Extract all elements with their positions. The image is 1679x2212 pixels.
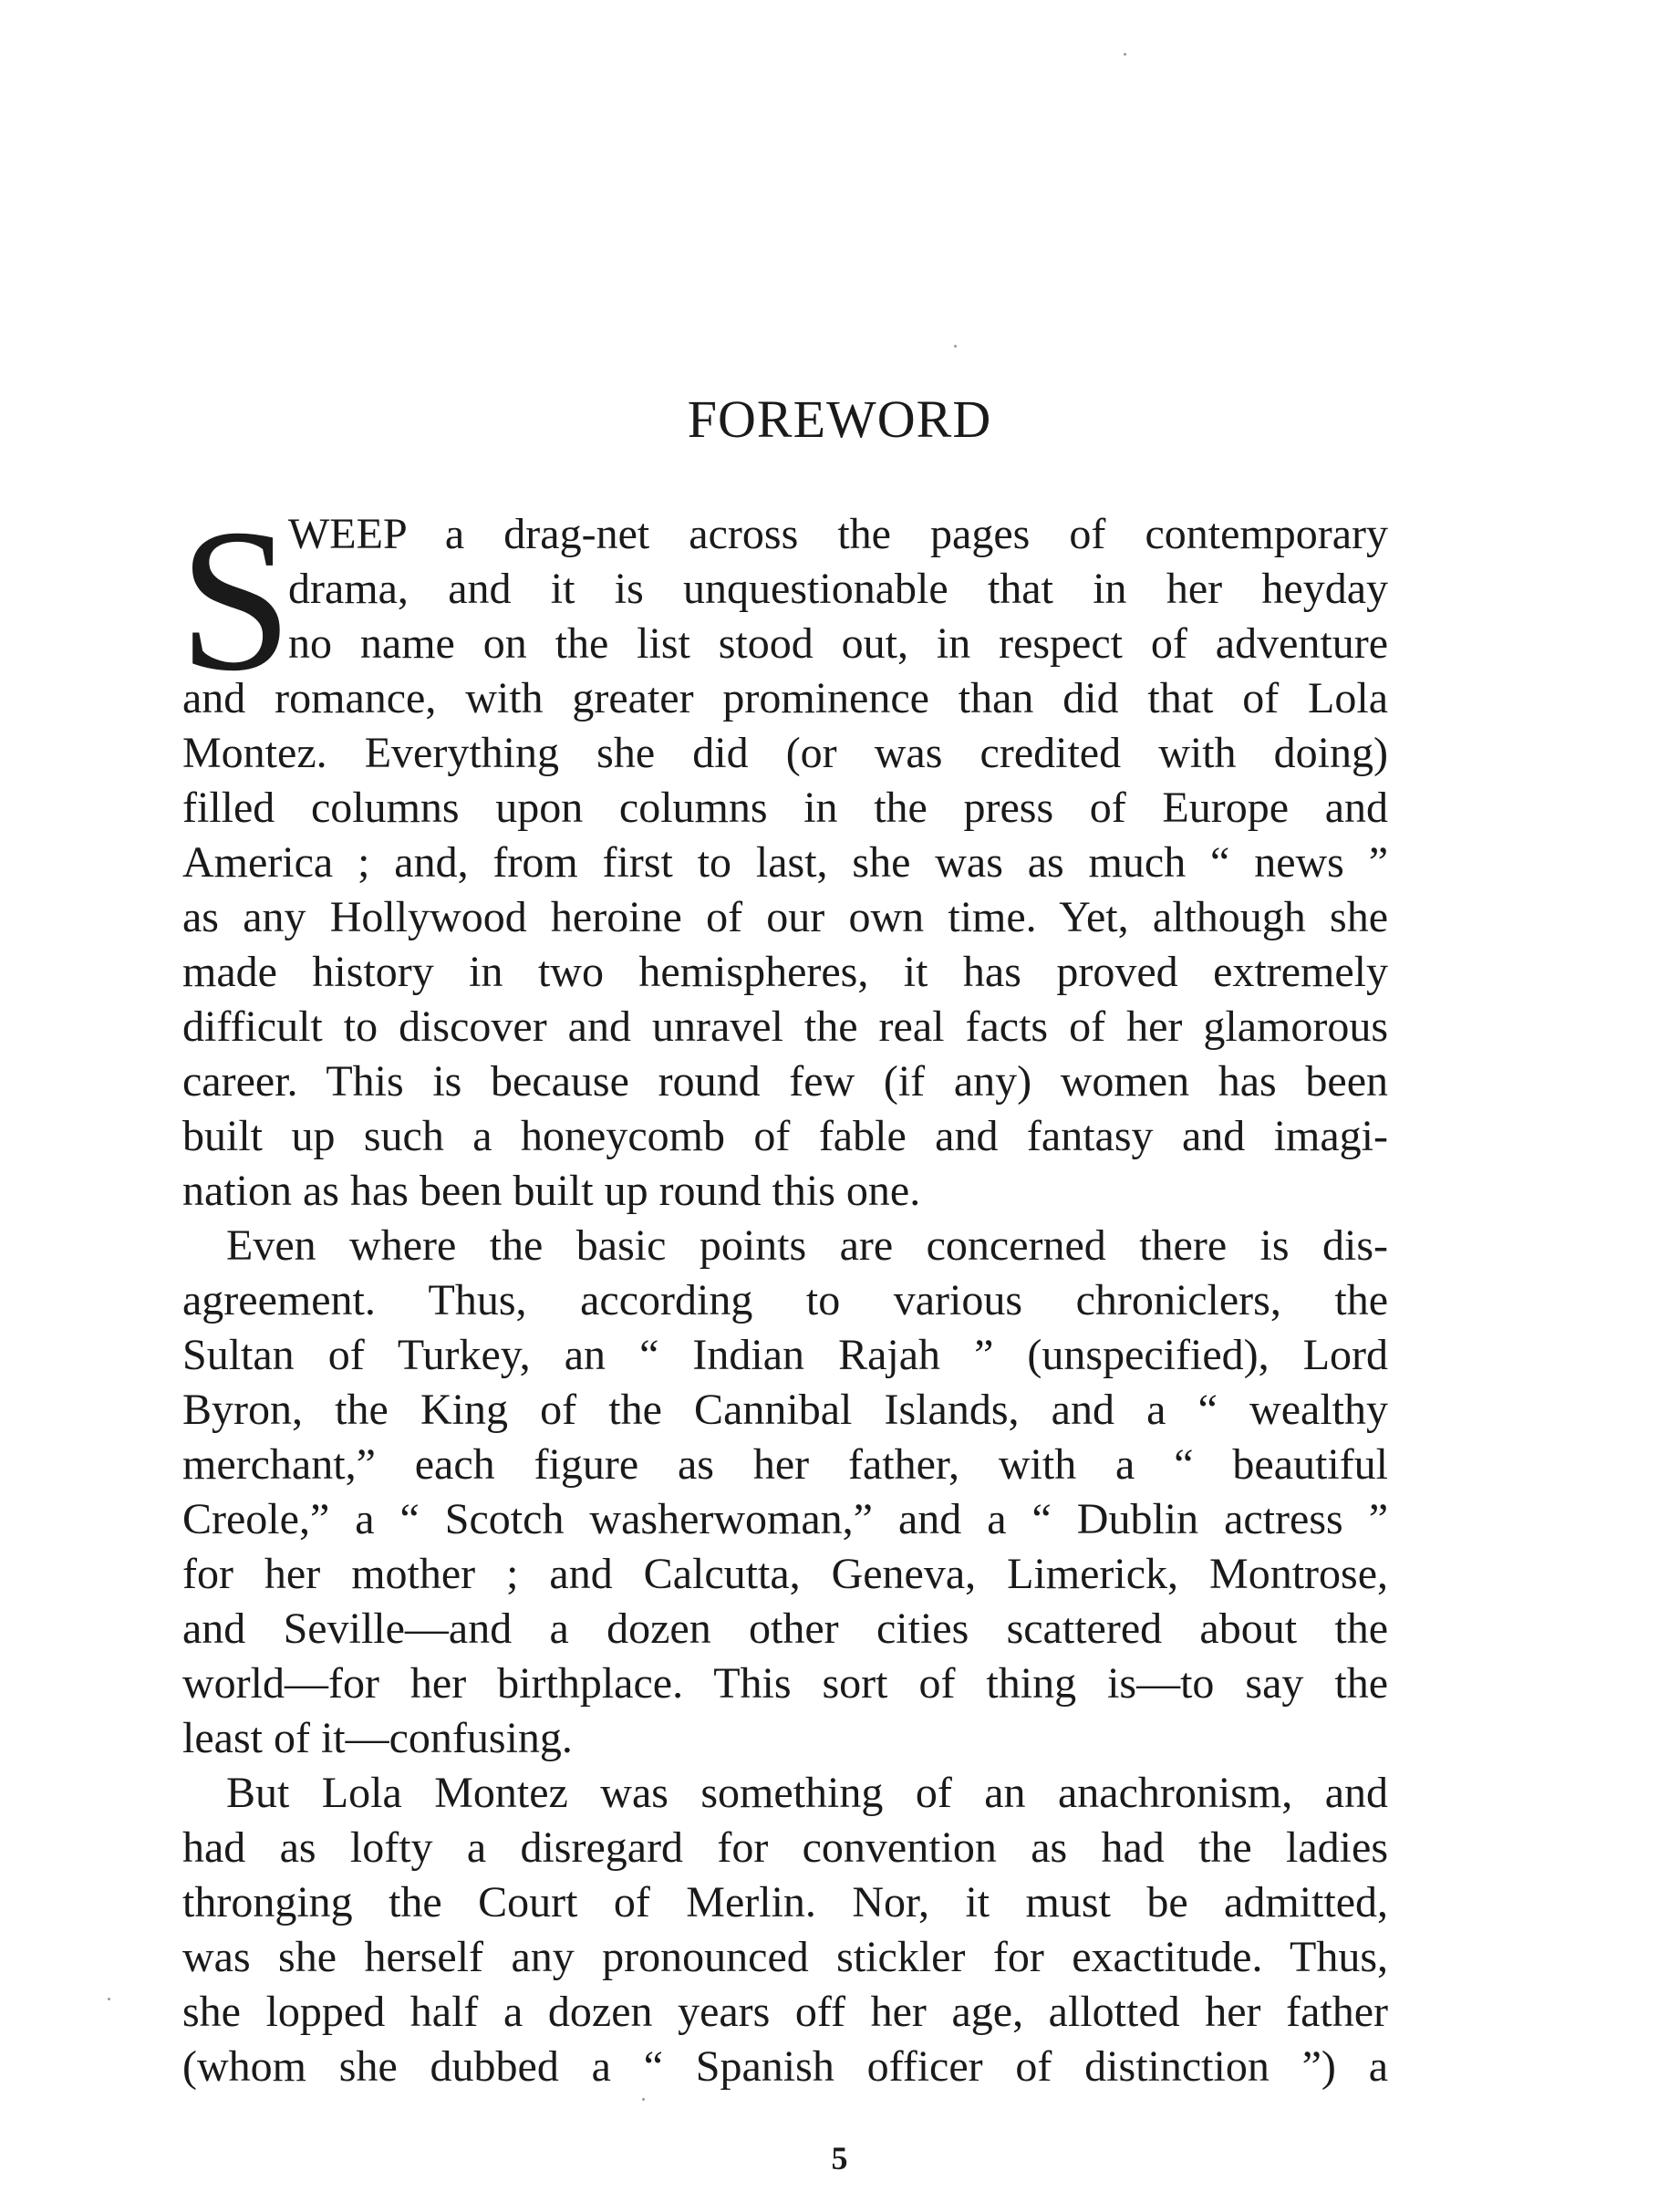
text-line: and Seville—and a dozen other cities scattered about the [182, 1604, 1388, 1653]
text-line: world—for her birthplace. This sort of thing is—to say the [182, 1659, 1388, 1708]
text-line: drama, and it is unquestionable that in her heyday [288, 565, 1388, 613]
drop-cap: S [179, 498, 293, 677]
paper-speck [108, 1998, 110, 2000]
text-line: (whom she dubbed a “ Spanish officer of distinction ”) a [182, 2042, 1388, 2091]
text-line: and romance, with greater prominence than did that of Lola [182, 674, 1388, 722]
text-line: Even where the basic points are concerned there is dis- [226, 1221, 1388, 1270]
text-line: had as lofty a disregard for convention as had the ladies [182, 1823, 1388, 1872]
text-line: WEEP a drag-net across the pages of contemporary [288, 510, 1388, 558]
chapter-title: FOREWORD [687, 389, 992, 449]
paper-speck [642, 2098, 645, 2101]
paper-speck [954, 345, 957, 348]
text-line: difficult to discover and unravel the real facts of her glamorous [182, 1002, 1388, 1051]
text-line: she lopped half a dozen years off her age, allotted her father [182, 1988, 1388, 2036]
text-line: for her mother ; and Calcutta, Geneva, Limerick, Montrose, [182, 1550, 1388, 1598]
paper-speck [1124, 53, 1126, 56]
text-line: made history in two hemispheres, it has proved extremely [182, 948, 1388, 996]
text-line: nation as has been built up round this one. [182, 1167, 921, 1215]
text-line: Montez. Everything she did (or was credited with doing) [182, 729, 1388, 777]
text-line: as any Hollywood heroine of our own time. Yet, although she [182, 893, 1388, 941]
text-line: career. This is because round few (if any) women has been [182, 1057, 1388, 1106]
text-line: merchant,” each figure as her father, with a “ beautiful [182, 1440, 1388, 1489]
text-line: Sultan of Turkey, an “ Indian Rajah ” (unspecified), Lord [182, 1331, 1388, 1379]
text-line: agreement. Thus, according to various chroniclers, the [182, 1276, 1388, 1324]
text-line: Byron, the King of the Cannibal Islands, and a “ wealthy [182, 1386, 1388, 1434]
text-line: But Lola Montez was something of an anachronism, and [226, 1769, 1388, 1817]
text-line: America ; and, from first to last, she was as much “ news ” [182, 838, 1388, 887]
text-line: least of it—confusing. [182, 1714, 573, 1762]
text-line: Creole,” a “ Scotch washerwoman,” and a “ Dublin actress ” [182, 1495, 1388, 1543]
text-line: was she herself any pronounced stickler for exactitude. Thus, [182, 1933, 1388, 1981]
text-line: no name on the list stood out, in respect of adventure [288, 619, 1388, 668]
text-line: filled columns upon columns in the press of Europe and [182, 784, 1388, 832]
text-line: built up such a honeycomb of fable and fantasy and imagi- [182, 1112, 1388, 1160]
page-number: 5 [831, 2140, 848, 2176]
text-line: thronging the Court of Merlin. Nor, it must be admitted, [182, 1878, 1388, 1926]
